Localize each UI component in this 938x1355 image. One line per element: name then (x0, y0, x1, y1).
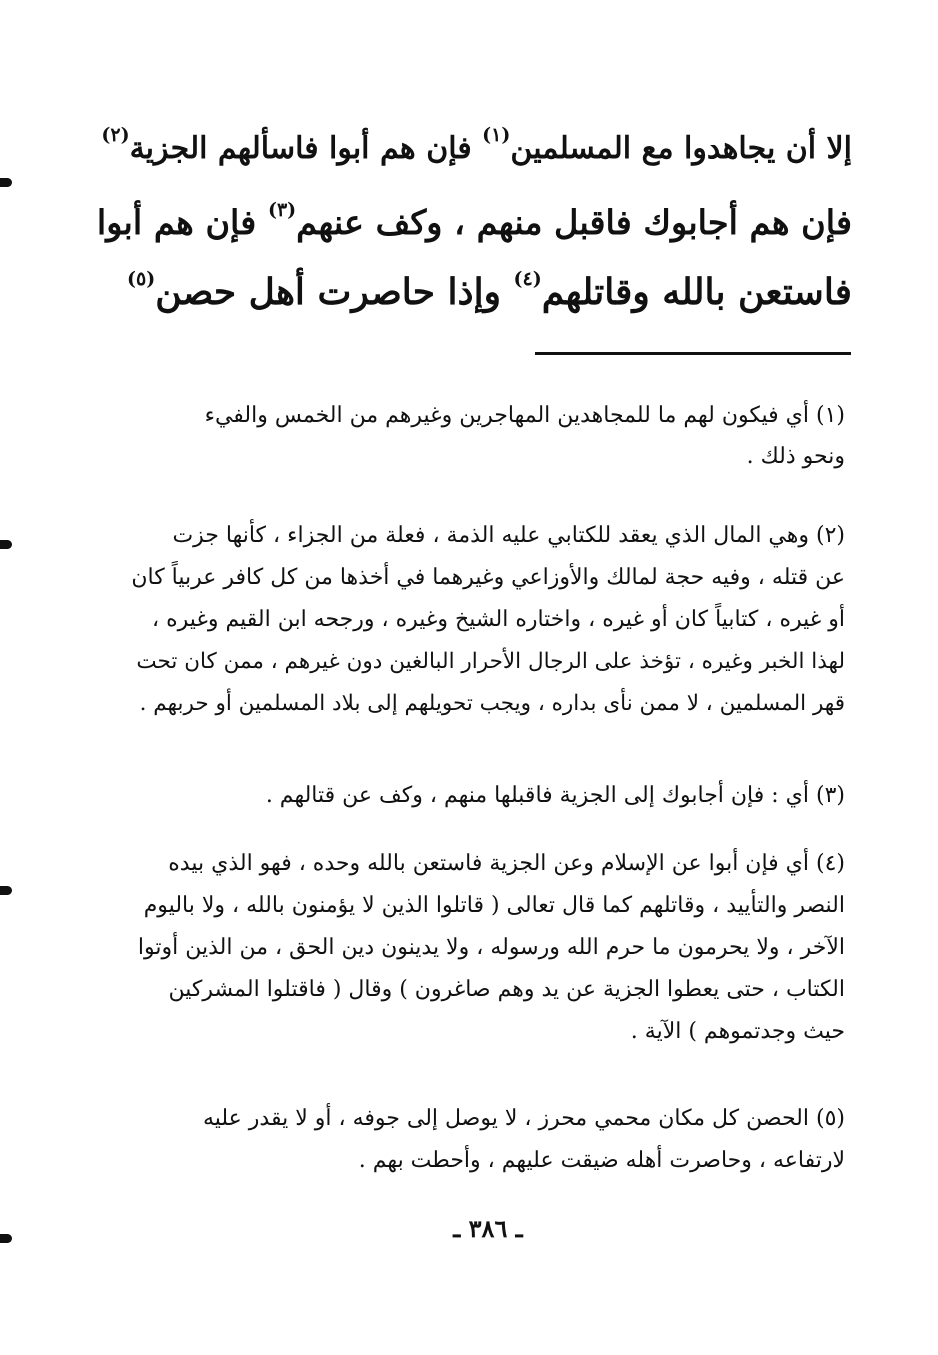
margin-mark (0, 1234, 12, 1243)
footnote-line: (١) أي فيكون لهم ما للمجاهدين المهاجرين وغيرهم من الخمس والفيء (204, 403, 845, 428)
margin-mark (0, 886, 12, 895)
footnote-ref: (١) (482, 124, 511, 146)
footnote-line: النصر والتأييد ، وقاتلهم كما قال تعالى ( قاتلوا الذين لا يؤمنون بالله ، ولا باليوم (143, 893, 845, 918)
footnote-line: أو غيره ، كتابياً كان أو غيره ، واختاره الشيخ وغيره ، ورجحه ابن القيم وغيره ، (151, 607, 845, 632)
footnote-line: لهذا الخبر وغيره ، تؤخذ على الرجال الأحرار البالغين دون غيرهم ، ممن كان تحت (136, 649, 845, 674)
main-text-segment: فإن هم أبوا (96, 203, 268, 242)
footnote-ref: (٤) (513, 268, 542, 290)
main-text-segment: فإن هم أجابوك فاقبل منهم ، وكف عنهم (296, 203, 852, 242)
main-text-segment: وإذا حاصرت أهل حصن (155, 271, 514, 313)
footnote-line: (٤) أي فإن أبوا عن الإسلام وعن الجزية فاستعن بالله وحده ، فهو الذي بيده (168, 851, 845, 876)
footnote-ref: (٣) (267, 198, 297, 221)
footnote-ref: (٢) (101, 124, 130, 146)
footnote-ref: (٥) (127, 268, 156, 290)
main-text-line (96, 198, 852, 242)
footnote-line: (٥) الحصن كل مكان محمي محرز ، لا يوصل إلى جوفه ، أو لا يقدر عليه (202, 1106, 845, 1131)
main-text-line (101, 124, 852, 166)
footnote-line: قهر المسلمين ، لا ممن نأى بداره ، ويجب تحويلهم إلى بلاد المسلمين أو حربهم . (139, 691, 845, 716)
margin-mark (0, 178, 12, 187)
main-text-line (127, 268, 852, 313)
footnote-line: الكتاب ، حتى يعطوا الجزية عن يد وهم صاغرون ) وقال ( فاقتلوا المشركين (168, 977, 845, 1002)
footnote-line: (٢) وهي المال الذي يعقد للكتابي عليه الذمة ، فعلة من الجزاء ، كأنها جزت (172, 523, 845, 548)
footnote-line: لارتفاعه ، وحاصرت أهله ضيقت عليهم ، وأحطت بهم . (358, 1148, 845, 1173)
footnote-line: الآخر ، ولا يحرمون ما حرم الله ورسوله ، ولا يدينون دين الحق ، من الذين أوتوا (137, 935, 845, 960)
page-number: ـ ٣٨٦ ـ (453, 1214, 523, 1243)
footnote-line: عن قتله ، وفيه حجة لمالك والأوزاعي وغيرهما في أخذها من كل كافر عربياً كان (131, 565, 845, 590)
footnote-divider (535, 352, 851, 355)
footnote-line: ونحو ذلك . (746, 444, 845, 469)
main-text-segment: إلا أن يجاهدوا مع المسلمين (510, 131, 852, 166)
footnote-line: (٣) أي : فإن أجابوك إلى الجزية فاقبلها منهم ، وكف عن قتالهم . (265, 783, 845, 808)
main-text-segment: فاستعن بالله وقاتلهم (541, 271, 852, 313)
main-text-segment: فإن هم أبوا فاسألهم الجزية (129, 131, 483, 166)
margin-mark (0, 540, 12, 549)
footnote-line: حيث وجدتموهم ) الآية . (630, 1019, 845, 1044)
